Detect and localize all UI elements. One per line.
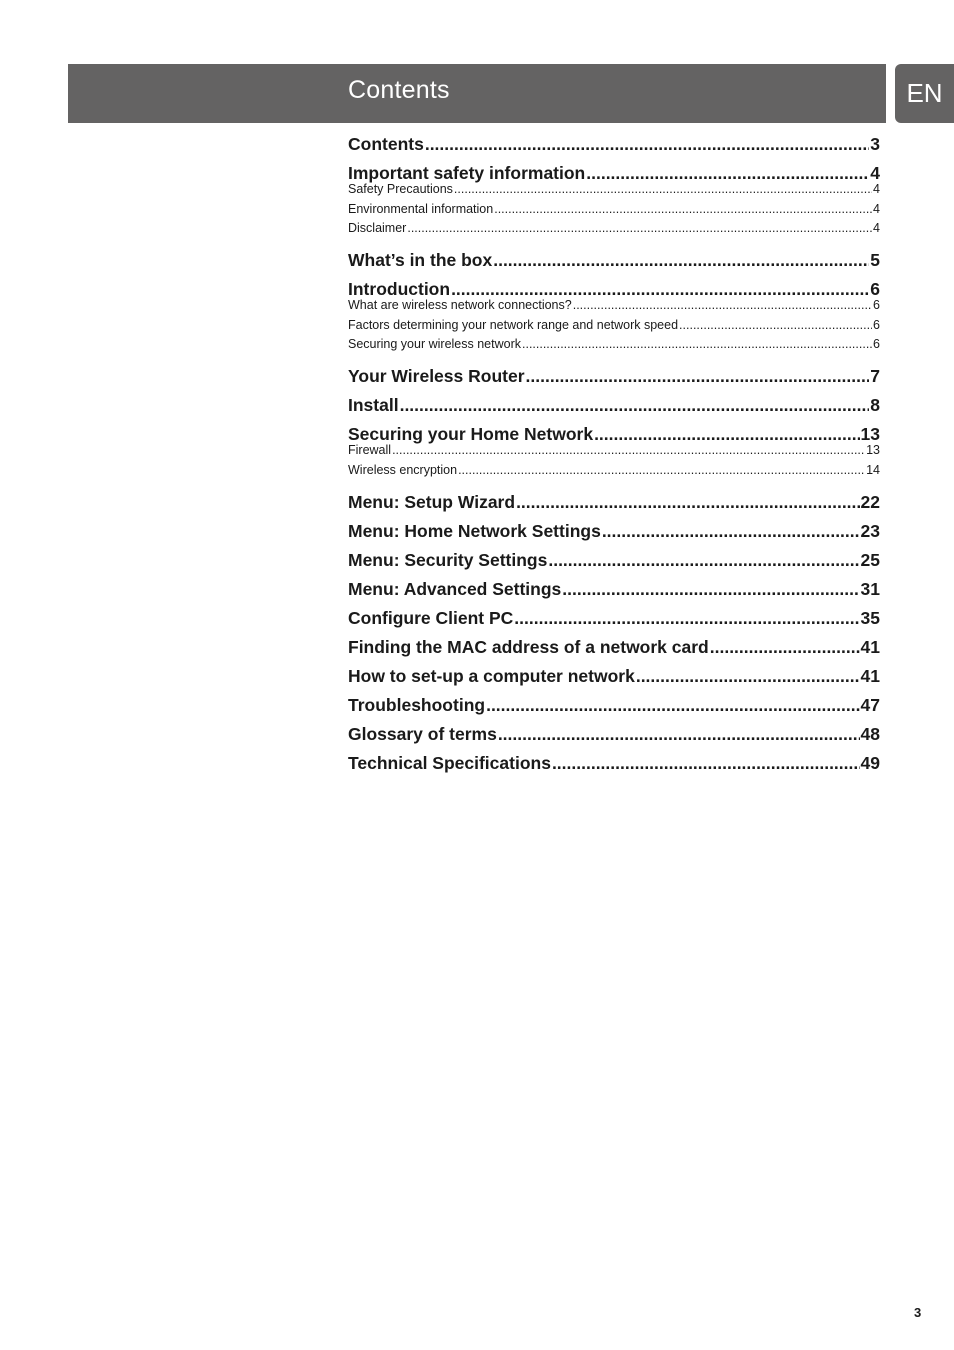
toc-leader-dots: [400, 393, 870, 417]
toc-leader-dots: [458, 463, 865, 477]
toc-entry-title: Menu: Setup Wizard: [348, 491, 516, 512]
toc-subentry[interactable]: [348, 298, 880, 318]
toc-subentry-page: 6: [873, 298, 880, 312]
page-number: 3: [914, 1305, 922, 1320]
toc-entry-page: 13: [860, 424, 880, 444]
toc-leader-dots: [562, 577, 859, 601]
toc-entry[interactable]: [348, 606, 880, 635]
toc-entry[interactable]: [348, 248, 880, 277]
toc-entry[interactable]: [348, 664, 880, 693]
toc-entry-title: Finding the MAC address of a network card: [348, 636, 709, 657]
toc-entry-page: 3: [870, 134, 880, 154]
toc-leader-dots: [552, 751, 860, 775]
toc-leader-dots: [486, 693, 859, 717]
toc-entry[interactable]: [348, 422, 880, 443]
toc-subentry[interactable]: [348, 463, 880, 490]
toc-subentry-page: 13: [866, 443, 880, 457]
toc-entry-page: 47: [860, 694, 880, 715]
toc-subentry-page: 4: [873, 201, 880, 216]
toc-subentry[interactable]: [348, 337, 880, 364]
toc-subentry-page: 6: [873, 337, 880, 351]
toc-leader-dots: [636, 664, 860, 688]
toc-leader-dots: [710, 635, 860, 659]
toc-subentry-title: Environmental information: [348, 201, 494, 216]
page-title: Contents: [348, 76, 450, 104]
toc-entry-title: Troubleshooting: [348, 694, 486, 715]
toc-leader-dots: [494, 202, 872, 216]
toc-entry[interactable]: [348, 693, 880, 722]
toc-entry-title: Contents: [348, 134, 424, 154]
table-of-contents: [348, 132, 880, 780]
toc-entry[interactable]: [348, 161, 880, 182]
toc-entry-page: 5: [870, 250, 880, 270]
toc-subentry[interactable]: [348, 221, 880, 248]
toc-entry[interactable]: [348, 635, 880, 664]
toc-leader-dots: [522, 337, 872, 351]
toc-subentry-title: What are wireless network connections?: [348, 298, 572, 312]
toc-subentry-page: 4: [873, 221, 880, 235]
toc-entry-page: 25: [860, 549, 880, 570]
toc-subentry-page: 6: [873, 317, 880, 332]
toc-entry-page: 6: [870, 279, 880, 299]
toc-entry-title: Glossary of terms: [348, 723, 497, 744]
toc-entry-page: 23: [860, 520, 880, 541]
toc-entry-title: Technical Specifications: [348, 752, 551, 773]
toc-entry-title: Important safety information: [348, 163, 586, 183]
toc-leader-dots: [407, 221, 872, 235]
toc-entry-title: Menu: Security Settings: [348, 549, 548, 570]
toc-leader-dots: [548, 548, 859, 572]
toc-subentry-title: Securing your wireless network: [348, 337, 521, 351]
toc-entry-title: Configure Client PC: [348, 607, 514, 628]
toc-entry-title: Install: [348, 395, 399, 415]
toc-entry[interactable]: [348, 548, 880, 577]
toc-entry-title: What’s in the box: [348, 250, 493, 270]
header-bar: [68, 64, 886, 123]
toc-subentry-title: Disclaimer: [348, 221, 407, 235]
toc-entry[interactable]: [348, 393, 880, 422]
toc-leader-dots: [498, 722, 860, 746]
toc-entry-page: 41: [860, 665, 880, 686]
toc-entry-title: Menu: Advanced Settings: [348, 578, 562, 599]
toc-entry[interactable]: [348, 490, 880, 519]
toc-leader-dots: [392, 443, 865, 457]
toc-leader-dots: [514, 606, 859, 630]
toc-leader-dots: [493, 248, 869, 272]
toc-entry-page: 41: [860, 636, 880, 657]
toc-leader-dots: [573, 298, 872, 312]
toc-leader-dots: [425, 132, 869, 156]
toc-entry-page: 49: [860, 752, 880, 773]
toc-entry-page: 31: [860, 578, 880, 599]
toc-entry-page: 8: [870, 395, 880, 415]
toc-subentry-title: Wireless encryption: [348, 462, 458, 477]
toc-leader-dots: [679, 318, 872, 332]
toc-leader-dots: [526, 364, 870, 388]
toc-entry-title: How to set-up a computer network: [348, 665, 635, 686]
toc-subentry-title: Factors determining your network range and network speed: [348, 317, 679, 332]
toc-subentry[interactable]: [348, 443, 880, 463]
toc-entry[interactable]: [348, 722, 880, 751]
toc-entry-page: 48: [860, 723, 880, 744]
toc-entry[interactable]: [348, 132, 880, 161]
toc-subentry-title: Firewall: [348, 443, 392, 457]
toc-leader-dots: [454, 182, 872, 196]
toc-subentry[interactable]: [348, 318, 880, 338]
toc-entry-page: 7: [870, 366, 880, 386]
toc-leader-dots: [602, 519, 860, 543]
toc-entry-page: 22: [860, 491, 880, 512]
toc-subentry[interactable]: [348, 182, 880, 202]
toc-entry-page: 4: [870, 163, 880, 183]
toc-subentry-title: Safety Precautions: [348, 182, 453, 196]
toc-entry[interactable]: [348, 277, 880, 298]
toc-entry[interactable]: [348, 577, 880, 606]
toc-entry-title: Your Wireless Router: [348, 366, 525, 386]
toc-entry-title: Menu: Home Network Settings: [348, 520, 601, 541]
toc-subentry[interactable]: [348, 202, 880, 222]
toc-leader-dots: [516, 490, 859, 514]
toc-entry-title: Securing your Home Network: [348, 424, 594, 444]
toc-entry-page: 35: [860, 607, 880, 628]
toc-entry[interactable]: [348, 364, 880, 393]
toc-entry[interactable]: [348, 519, 880, 548]
toc-entry-title: Introduction: [348, 279, 451, 299]
toc-entry[interactable]: [348, 751, 880, 780]
toc-subentry-page: 14: [866, 462, 880, 477]
language-tab: EN: [895, 64, 954, 123]
toc-subentry-page: 4: [873, 182, 880, 196]
